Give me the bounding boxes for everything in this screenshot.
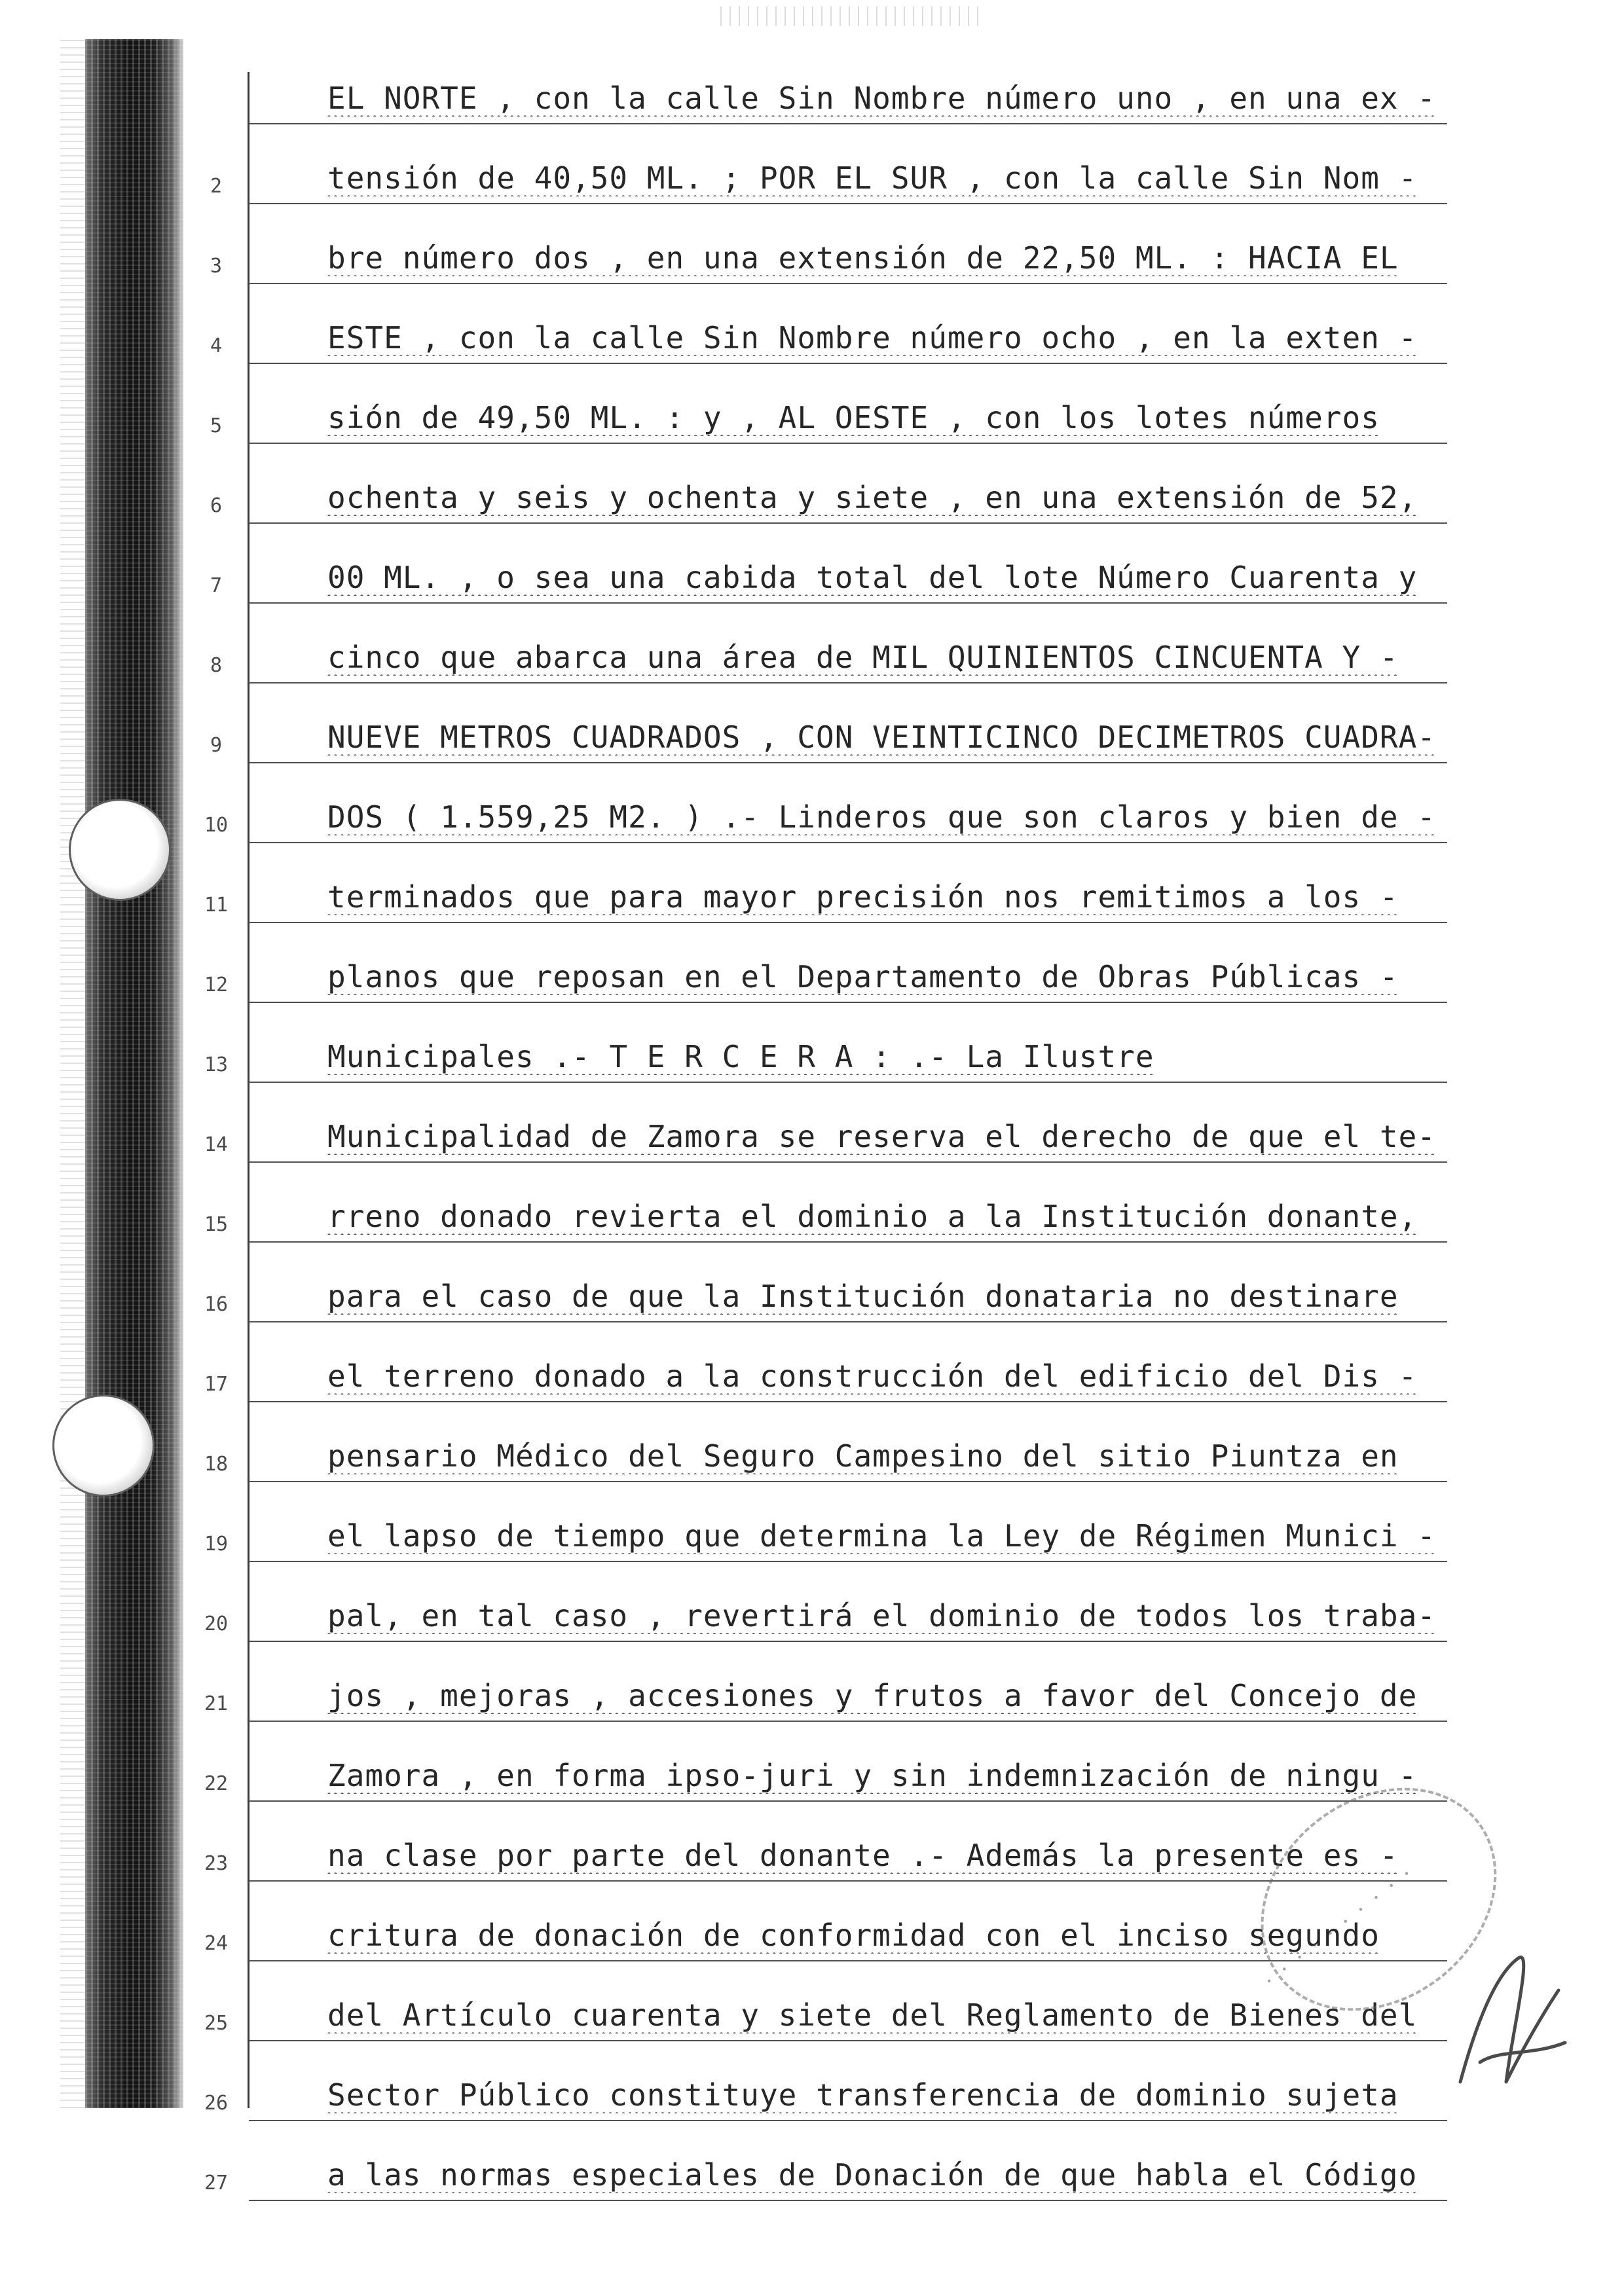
ruled-line [249, 842, 1447, 843]
document-line [196, 605, 1447, 683]
line-text: Sector Público constituye transferencia de dominio sujeta [327, 2077, 1399, 2113]
document-line [196, 525, 1447, 604]
line-number: 16 [204, 1293, 229, 1316]
document-line [196, 1084, 1447, 1163]
ruled-line [249, 363, 1447, 364]
line-text: terminados que para mayor precisión nos remitimos a los - [327, 879, 1399, 915]
line-number: 10 [204, 814, 229, 837]
line-number: 18 [204, 1453, 229, 1476]
ruled-line [249, 1481, 1447, 1482]
line-text: NUEVE METROS CUADRADOS , CON VEINTICINCO DECIMETROS CUADRA- [327, 720, 1436, 755]
line-number: 24 [204, 1932, 229, 1955]
ruled-line [249, 1161, 1447, 1163]
line-text: pensario Médico del Seguro Campesino del sitio Piuntza en [327, 1438, 1399, 1474]
handwritten-signature [1441, 1931, 1572, 2102]
ruled-line [249, 1800, 1447, 1802]
document-line [196, 1244, 1447, 1322]
line-number: 6 [210, 494, 223, 517]
line-number: 5 [210, 414, 223, 437]
ruled-line [249, 602, 1447, 604]
line-text: jos , mejoras , accesiones y frutos a favor del Concejo de [327, 1678, 1418, 1713]
ruled-line [249, 283, 1447, 284]
document-line [196, 1004, 1447, 1083]
ruled-line [249, 443, 1447, 444]
ruled-line [249, 2120, 1447, 2121]
line-text: Municipalidad de Zamora se reserva el derecho de que el te- [327, 1119, 1436, 1154]
line-text: DOS ( 1.559,25 M2. ) .- Linderos que son claros y bien de - [327, 799, 1436, 835]
line-number: 19 [204, 1533, 229, 1556]
line-text: EL NORTE , con la calle Sin Nombre número uno , en una ex - [327, 81, 1436, 116]
ruled-line [249, 682, 1447, 683]
document-line [196, 1563, 1447, 1642]
document-line [196, 2123, 1447, 2201]
line-number: 17 [204, 1373, 229, 1396]
ruled-line [249, 522, 1447, 524]
ruled-line [249, 922, 1447, 923]
document-line [196, 206, 1447, 284]
document-line [196, 1164, 1447, 1243]
line-text: bre número dos , en una extensión de 22,50 ML. : HACIA EL [327, 240, 1399, 276]
document-line [196, 685, 1447, 763]
line-text: planos que reposan en el Departamento de Obras Públicas - [327, 959, 1399, 994]
line-number: 23 [204, 1852, 229, 1875]
document-line [196, 1643, 1447, 1722]
line-number: 26 [204, 2092, 229, 2115]
line-number: 14 [204, 1133, 229, 1156]
ruled-line [249, 1241, 1447, 1243]
line-text: a las normas especiales de Donación de que habla el Código [327, 2157, 1418, 2193]
ruled-line [249, 762, 1447, 763]
document-line [196, 365, 1447, 444]
document-line [196, 1484, 1447, 1562]
document-line [196, 445, 1447, 524]
line-text: rreno donado revierta el dominio a la Institución donante, [327, 1199, 1418, 1234]
ruled-line [249, 2200, 1447, 2201]
line-number: 7 [210, 574, 223, 597]
stamp-mark: · · · · · · · · · · [1259, 1859, 1420, 1994]
line-text: tensión de 40,50 ML. ; POR EL SUR , con la calle Sin Nom - [327, 160, 1418, 196]
ruled-line [249, 1002, 1447, 1003]
line-text: sión de 49,50 ML. : y , AL OESTE , con los lotes números [327, 400, 1380, 435]
ruled-line [249, 1721, 1447, 1722]
document-line [196, 845, 1447, 923]
line-number: 8 [210, 654, 223, 677]
line-text: ESTE , con la calle Sin Nombre número ocho , en la exten - [327, 320, 1418, 355]
line-text: cinco que abarca una área de MIL QUINIENTOS CINCUENTA Y - [327, 640, 1399, 675]
line-number: 15 [204, 1213, 229, 1236]
line-number: 21 [204, 1692, 229, 1715]
line-text: del Artículo cuarenta y siete del Reglamento de Bienes del [327, 1997, 1418, 2033]
line-number: 20 [204, 1613, 229, 1635]
ruled-line [249, 2040, 1447, 2041]
line-number: 9 [210, 734, 223, 757]
line-text: el lapso de tiempo que determina la Ley de Régimen Munici - [327, 1518, 1436, 1554]
line-text: ochenta y seis y ochenta y siete , en una extensión de 52, [327, 480, 1418, 515]
line-number: 11 [204, 894, 229, 917]
line-text: 00 ML. , o sea una cabida total del lote Número Cuarenta y [327, 560, 1418, 595]
line-number: 27 [204, 2172, 229, 2195]
ruled-line [249, 203, 1447, 204]
ruled-line [249, 1321, 1447, 1322]
ruled-line [249, 1082, 1447, 1083]
document-line [196, 924, 1447, 1003]
ruled-line [249, 1401, 1447, 1402]
document-line [196, 765, 1447, 843]
line-text: Zamora , en forma ipso-juri y sin indemnización de ningu - [327, 1758, 1418, 1793]
line-number: 3 [210, 255, 223, 278]
document-line [196, 46, 1447, 124]
document-line [196, 1404, 1447, 1482]
line-text: el terreno donado a la construcción del edificio del Dis - [327, 1358, 1418, 1394]
document-line [196, 1723, 1447, 1802]
line-number: 22 [204, 1772, 229, 1795]
ruled-line [249, 123, 1447, 124]
line-text: critura de donación de conformidad con el inciso segundo [327, 1918, 1380, 1953]
document-line [196, 126, 1447, 204]
line-number: 2 [210, 175, 223, 198]
line-number: 13 [204, 1053, 229, 1076]
line-number: 25 [204, 2012, 229, 2035]
line-text: Municipales .- T E R C E R A : .- La Ilustre [327, 1039, 1154, 1074]
document-line [196, 1324, 1447, 1402]
line-text: pal, en tal caso , revertirá el dominio de todos los traba- [327, 1598, 1436, 1633]
document-line [196, 2043, 1447, 2121]
ruled-line [249, 1641, 1447, 1642]
line-text: na clase por parte del donante .- Además la presente es - [327, 1838, 1399, 1873]
line-number: 12 [204, 974, 229, 996]
line-number: 4 [210, 335, 223, 357]
ruled-line [249, 1561, 1447, 1562]
line-text: para el caso de que la Institución donataria no destinare [327, 1279, 1399, 1314]
document-line [196, 285, 1447, 364]
